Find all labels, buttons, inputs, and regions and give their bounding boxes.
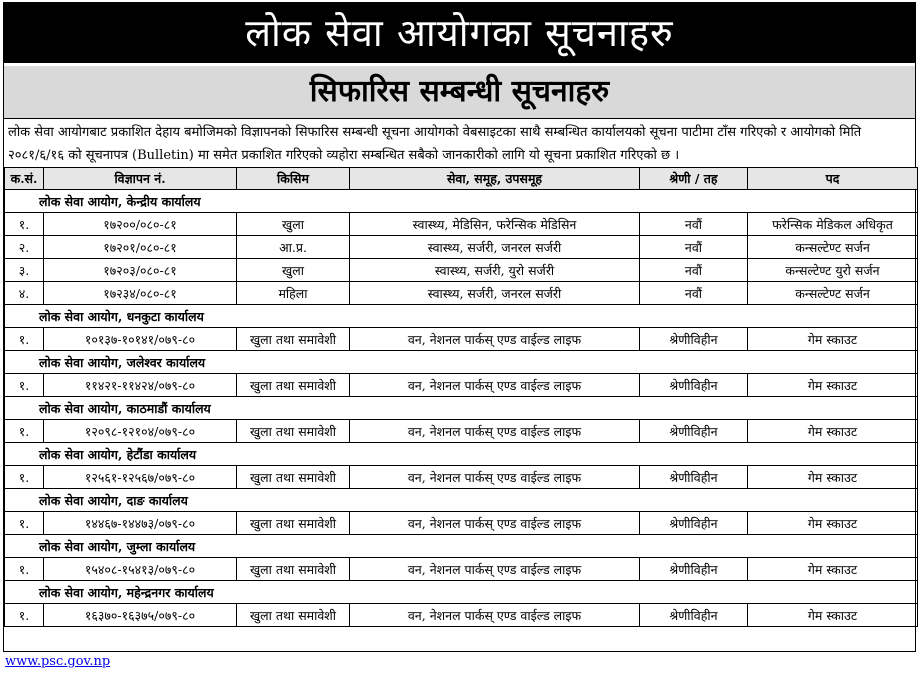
advertisement-number-cell: १०१३७-१०१४१/०७९-८०	[44, 328, 237, 351]
office-row	[5, 443, 918, 466]
table-row	[5, 420, 918, 443]
column-header: सेवा, समूह, उपसमूह	[350, 168, 640, 190]
category-cell: खुला तथा समावेशी	[237, 328, 350, 351]
intro-paragraph: लोक सेवा आयोगबाट प्रकाशित देहाय बमोजिमको विज्ञापनको सिफारिस सम्बन्धी सूचना आयोगको वेबसाइटका साथै सम्बन्धित कार्यालयको सूचना पाटीमा टाँस गरिएको र आयोगको मिति २०८१/६/१६ को सूचनापत्र (Bulletin) मा समेत प्रकाशित गरिएको व्यहोरा सम्बन्धित सबैको जानकारीको लागि यो सूचना प्रकाशित गरिएको छ ।	[8, 125, 862, 163]
post-cell: कन्सल्टेण्ट युरो सर्जन	[748, 259, 918, 282]
table-row	[5, 259, 918, 282]
table-row	[5, 282, 918, 305]
table-row	[5, 374, 918, 397]
service-group-cell: वन, नेशनल पार्कस् एण्ड वाईल्ड लाइफ	[350, 420, 640, 443]
serial-number-cell: ४.	[5, 282, 44, 305]
post-cell: फरेन्सिक मेडिकल अधिकृत	[748, 213, 918, 236]
column-header: श्रेणी / तह	[640, 168, 748, 190]
advertisement-number-cell: १७२३४/०८०-८१	[44, 282, 237, 305]
level-cell: नवौं	[640, 259, 748, 282]
category-cell: आ.प्र.	[237, 236, 350, 259]
serial-number-cell: १.	[5, 420, 44, 443]
table-row	[5, 558, 918, 581]
serial-number-cell: १.	[5, 604, 44, 627]
serial-number-cell: १.	[5, 558, 44, 581]
advertisement-number-cell: ११४२१-११४२४/०७९-८०	[44, 374, 237, 397]
column-header: क.सं.	[5, 168, 44, 190]
table-row	[5, 213, 918, 236]
office-row	[5, 581, 918, 604]
level-cell: श्रेणीविहीन	[640, 558, 748, 581]
service-group-cell: स्वास्थ्य, सर्जरी, जनरल सर्जरी	[350, 282, 640, 305]
category-cell: खुला तथा समावेशी	[237, 374, 350, 397]
service-group-cell: वन, नेशनल पार्कस् एण्ड वाईल्ड लाइफ	[350, 604, 640, 627]
post-cell: कन्सल्टेण्ट सर्जन	[748, 236, 918, 259]
service-group-cell: वन, नेशनल पार्कस् एण्ड वाईल्ड लाइफ	[350, 374, 640, 397]
level-cell: श्रेणीविहीन	[640, 374, 748, 397]
table-body	[5, 190, 918, 627]
serial-number-cell: २.	[5, 236, 44, 259]
level-cell: श्रेणीविहीन	[640, 420, 748, 443]
office-row	[5, 305, 918, 328]
post-cell: गेम स्काउट	[748, 374, 918, 397]
post-cell: गेम स्काउट	[748, 604, 918, 627]
table-row	[5, 466, 918, 489]
office-name: लोक सेवा आयोग, जलेश्वर कार्यालय	[5, 351, 918, 374]
post-cell: गेम स्काउट	[748, 420, 918, 443]
advertisement-number-cell: १२५६१-१२५६७/०७९-८०	[44, 466, 237, 489]
page-title: लोक सेवा आयोगका सूचनाहरु	[4, 3, 915, 63]
page-subtitle: सिफारिस सम्बन्धी सूचनाहरु	[4, 63, 915, 119]
office-row	[5, 397, 918, 420]
category-cell: खुला तथा समावेशी	[237, 466, 350, 489]
table-row	[5, 604, 918, 627]
category-cell: खुला तथा समावेशी	[237, 604, 350, 627]
office-row	[5, 489, 918, 512]
post-cell: गेम स्काउट	[748, 328, 918, 351]
post-cell: गेम स्काउट	[748, 466, 918, 489]
office-name: लोक सेवा आयोग, हेटौंडा कार्यालय	[5, 443, 918, 466]
advertisement-number-cell: १५४०८-१५४१३/०७९-८०	[44, 558, 237, 581]
website-link[interactable]: www.psc.gov.np	[5, 654, 111, 669]
serial-number-cell: १.	[5, 213, 44, 236]
office-name: लोक सेवा आयोग, महेन्द्रनगर कार्यालय	[5, 581, 918, 604]
service-group-cell: स्वास्थ्य, मेडिसिन, फरेन्सिक मेडिसिन	[350, 213, 640, 236]
serial-number-cell: ३.	[5, 259, 44, 282]
service-group-cell: वन, नेशनल पार्कस् एण्ड वाईल्ड लाइफ	[350, 512, 640, 535]
level-cell: नवौं	[640, 282, 748, 305]
service-group-cell: वन, नेशनल पार्कस् एण्ड वाईल्ड लाइफ	[350, 466, 640, 489]
table-header-row	[5, 168, 918, 190]
category-cell: खुला	[237, 213, 350, 236]
office-name: लोक सेवा आयोग, जुम्ला कार्यालय	[5, 535, 918, 558]
column-header: पद	[748, 168, 918, 190]
serial-number-cell: १.	[5, 466, 44, 489]
office-row	[5, 190, 918, 213]
advertisement-number-cell: १४४६७-१४४७३/०७९-८०	[44, 512, 237, 535]
advertisement-number-cell: १७२००/०८०-८१	[44, 213, 237, 236]
level-cell: श्रेणीविहीन	[640, 328, 748, 351]
level-cell: श्रेणीविहीन	[640, 604, 748, 627]
post-cell: कन्सल्टेण्ट सर्जन	[748, 282, 918, 305]
category-cell: महिला	[237, 282, 350, 305]
advertisement-number-cell: १७२०१/०८०-८१	[44, 236, 237, 259]
office-name: लोक सेवा आयोग, दाङ कार्यालय	[5, 489, 918, 512]
column-header: किसिम	[237, 168, 350, 190]
level-cell: श्रेणीविहीन	[640, 512, 748, 535]
advertisement-number-cell: १७२०३/०८०-८१	[44, 259, 237, 282]
level-cell: नवौं	[640, 213, 748, 236]
footer	[5, 654, 110, 669]
office-name: लोक सेवा आयोग, काठमाडौं कार्यालय	[5, 397, 918, 420]
service-group-cell: वन, नेशनल पार्कस् एण्ड वाईल्ड लाइफ	[350, 328, 640, 351]
level-cell: श्रेणीविहीन	[640, 466, 748, 489]
notice-page	[3, 2, 916, 652]
service-group-cell: वन, नेशनल पार्कस् एण्ड वाईल्ड लाइफ	[350, 558, 640, 581]
category-cell: खुला तथा समावेशी	[237, 558, 350, 581]
advertisement-number-cell: १२०९८-१२१०४/०७९-८०	[44, 420, 237, 443]
recommendation-table	[4, 167, 918, 627]
table-row	[5, 236, 918, 259]
serial-number-cell: १.	[5, 374, 44, 397]
category-cell: खुला	[237, 259, 350, 282]
serial-number-cell: १.	[5, 512, 44, 535]
office-name: लोक सेवा आयोग, धनकुटा कार्यालय	[5, 305, 918, 328]
post-cell: गेम स्काउट	[748, 512, 918, 535]
table-row	[5, 512, 918, 535]
post-cell: गेम स्काउट	[748, 558, 918, 581]
office-name: लोक सेवा आयोग, केन्द्रीय कार्यालय	[5, 190, 918, 213]
office-row	[5, 535, 918, 558]
level-cell: नवौं	[640, 236, 748, 259]
category-cell: खुला तथा समावेशी	[237, 420, 350, 443]
column-header: विज्ञापन नं.	[44, 168, 237, 190]
serial-number-cell: १.	[5, 328, 44, 351]
service-group-cell: स्वास्थ्य, सर्जरी, युरो सर्जरी	[350, 259, 640, 282]
category-cell: खुला तथा समावेशी	[237, 512, 350, 535]
service-group-cell: स्वास्थ्य, सर्जरी, जनरल सर्जरी	[350, 236, 640, 259]
office-row	[5, 351, 918, 374]
table-row	[5, 328, 918, 351]
advertisement-number-cell: १६३७०-१६३७५/०७९-८०	[44, 604, 237, 627]
